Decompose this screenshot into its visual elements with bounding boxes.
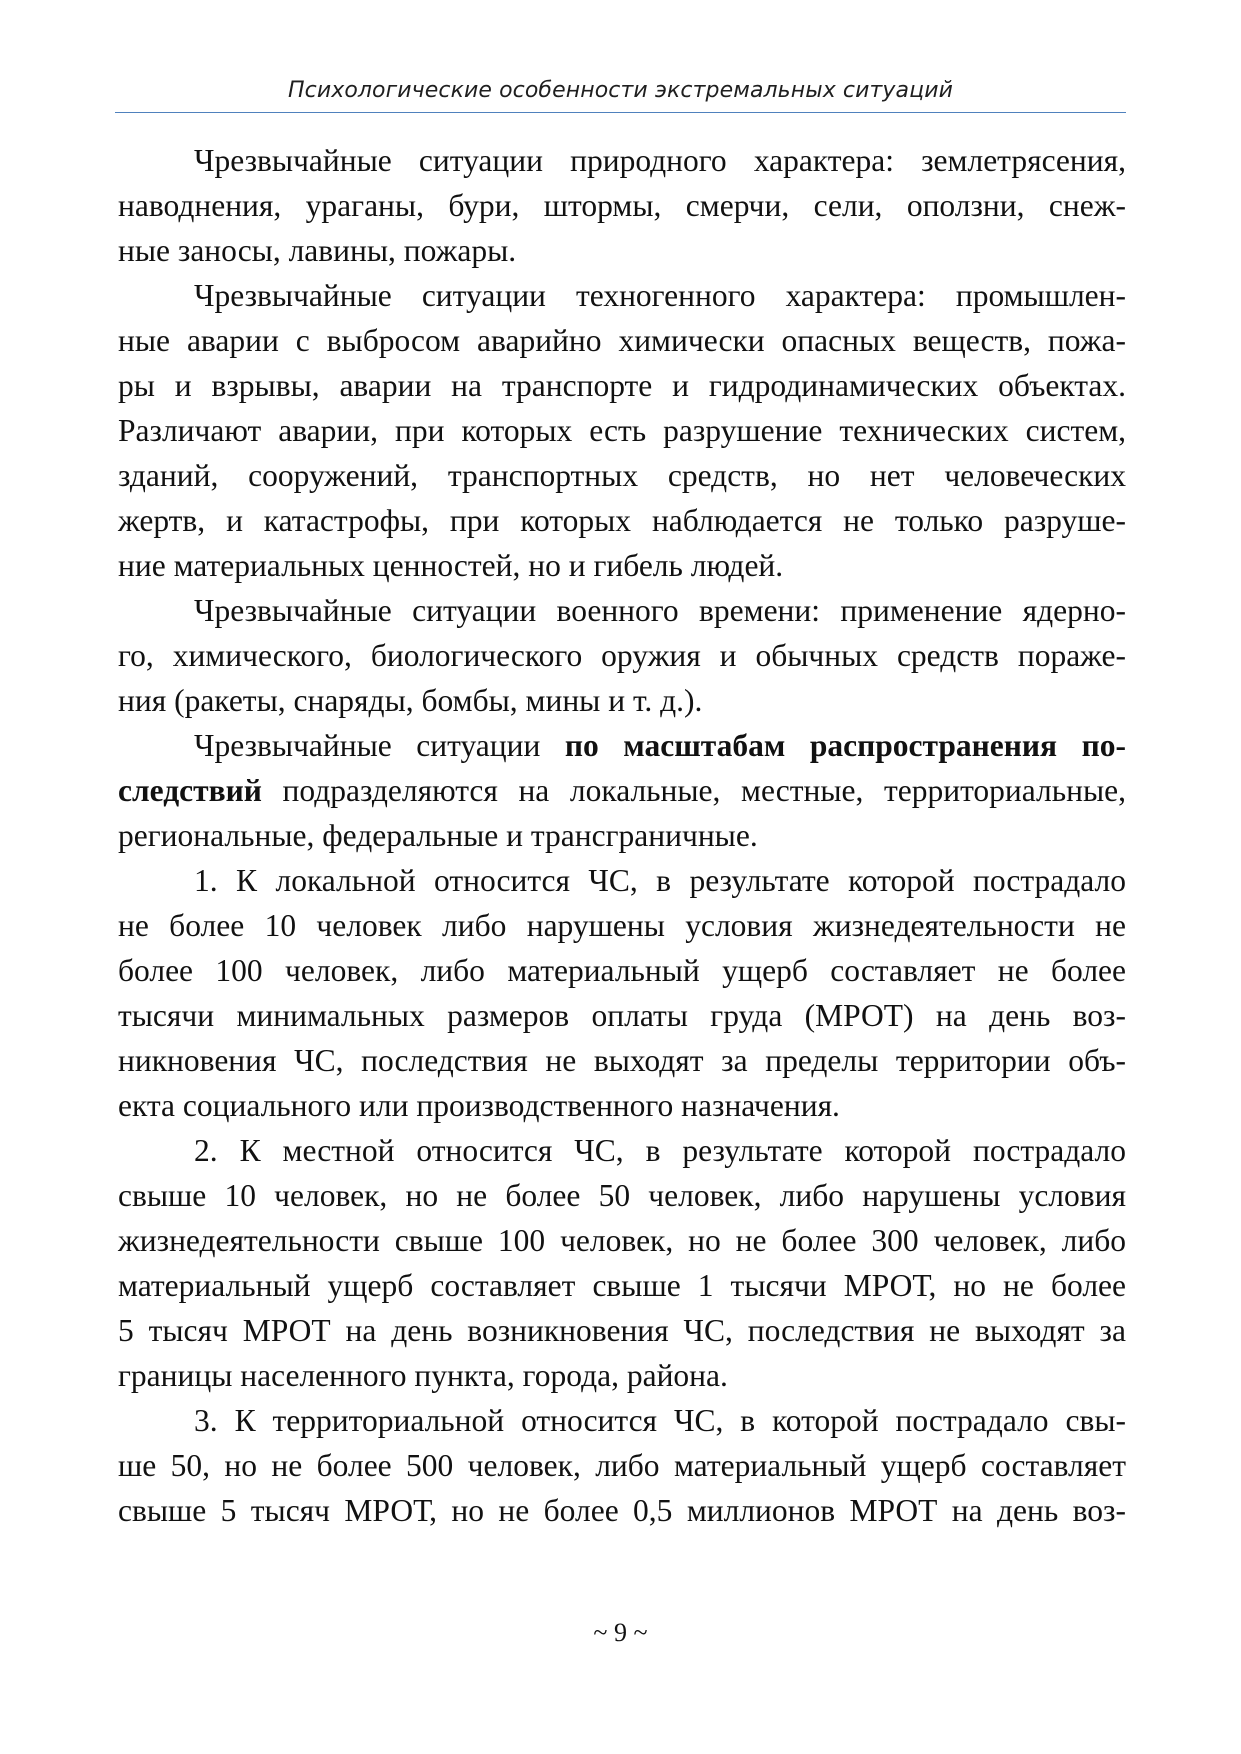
bold-run: следствий: [118, 773, 262, 808]
running-header: Психологические особенности экстремальных ситуаций: [287, 78, 953, 103]
text-line: зданий, сооружений, транспортных средств, но нет человеческих: [118, 458, 1126, 493]
plain-run: Чрезвычайные ситуации: [194, 728, 565, 763]
text-line: Различают аварии, при которых есть разрушение технических систем,: [118, 413, 1126, 448]
text-line: 2. К местной относится ЧС, в результате которой пострадало: [194, 1133, 1126, 1168]
text-line: [118, 768, 1126, 813]
text-line: Чрезвычайные ситуации техногенного характера: промышлен-: [194, 278, 1126, 313]
text-line: наводнения, ураганы, бури, штормы, смерчи, сели, оползни, снеж-: [118, 188, 1126, 223]
text-line: 5 тысяч МРОТ на день возникновения ЧС, последствия не выходят за: [118, 1313, 1126, 1348]
text-line: 3. К территориальной относится ЧС, в которой пострадало свы-: [194, 1403, 1126, 1438]
bold-run: по масштабам распространения по-: [564, 728, 1126, 763]
list-item-local: [118, 858, 1126, 1128]
text-line: го, химического, биологического оружия и обычных средств пораже-: [118, 638, 1126, 673]
paragraph-natural: [118, 138, 1126, 273]
text-line: Чрезвычайные ситуации природного характера: землетрясения,: [194, 143, 1126, 178]
page-number: ~ 9 ~: [593, 1618, 648, 1647]
text-line: никновения ЧС, последствия не выходят за пределы территории объ-: [118, 1043, 1126, 1078]
text-line: более 100 человек, либо материальный ущерб составляет не более: [118, 953, 1126, 988]
paragraph-scale: [118, 723, 1126, 858]
text-line: ные аварии с выбросом аварийно химически опасных веществ, пожа-: [118, 323, 1126, 358]
text-line: екта социального или производственного назначения.: [118, 1088, 840, 1123]
text-line: ры и взрывы, аварии на транспорте и гидродинамических объектах.: [118, 368, 1126, 403]
text-line: материальный ущерб составляет свыше 1 тысячи МРОТ, но не более: [118, 1268, 1126, 1303]
text-line: тысячи минимальных размеров оплаты груда (МРОТ) на день воз-: [118, 998, 1126, 1033]
text-line: границы населенного пункта, города, района.: [118, 1358, 728, 1393]
text-line: Чрезвычайные ситуации военного времени: применение ядерно-: [194, 593, 1126, 628]
text-line: свыше 5 тысяч МРОТ, но не более 0,5 миллионов МРОТ на день воз-: [118, 1493, 1126, 1528]
text-line: жертв, и катастрофы, при которых наблюдается не только разруше-: [118, 503, 1126, 538]
header-divider: [115, 112, 1126, 113]
text-line: ние материальных ценностей, но и гибель людей.: [118, 548, 784, 583]
text-line: не более 10 человек либо нарушены условия жизнедеятельности не: [118, 908, 1126, 943]
text-line: [118, 723, 1126, 768]
text-line: ные заносы, лавины, пожары.: [118, 233, 517, 268]
text-line: 1. К локальной относится ЧС, в результате которой пострадало: [194, 863, 1126, 898]
paragraph-technogenic: [118, 273, 1126, 588]
list-item-municipal: [118, 1128, 1126, 1398]
body-text: [118, 138, 1126, 1533]
plain-run: подразделяются на локальные, местные, территориальные,: [261, 773, 1126, 808]
text-line: ния (ракеты, снаряды, бомбы, мины и т. д.).: [118, 683, 703, 718]
text-line: свыше 10 человек, но не более 50 человек, либо нарушены условия: [118, 1178, 1126, 1213]
text-line: региональные, федеральные и трансграничные.: [118, 818, 758, 853]
paragraph-wartime: [118, 588, 1126, 723]
text-line: жизнедеятельности свыше 100 человек, но не более 300 человек, либо: [118, 1223, 1126, 1258]
text-line: ше 50, но не более 500 человек, либо материальный ущерб составляет: [118, 1448, 1126, 1483]
list-item-territorial: [118, 1398, 1126, 1533]
